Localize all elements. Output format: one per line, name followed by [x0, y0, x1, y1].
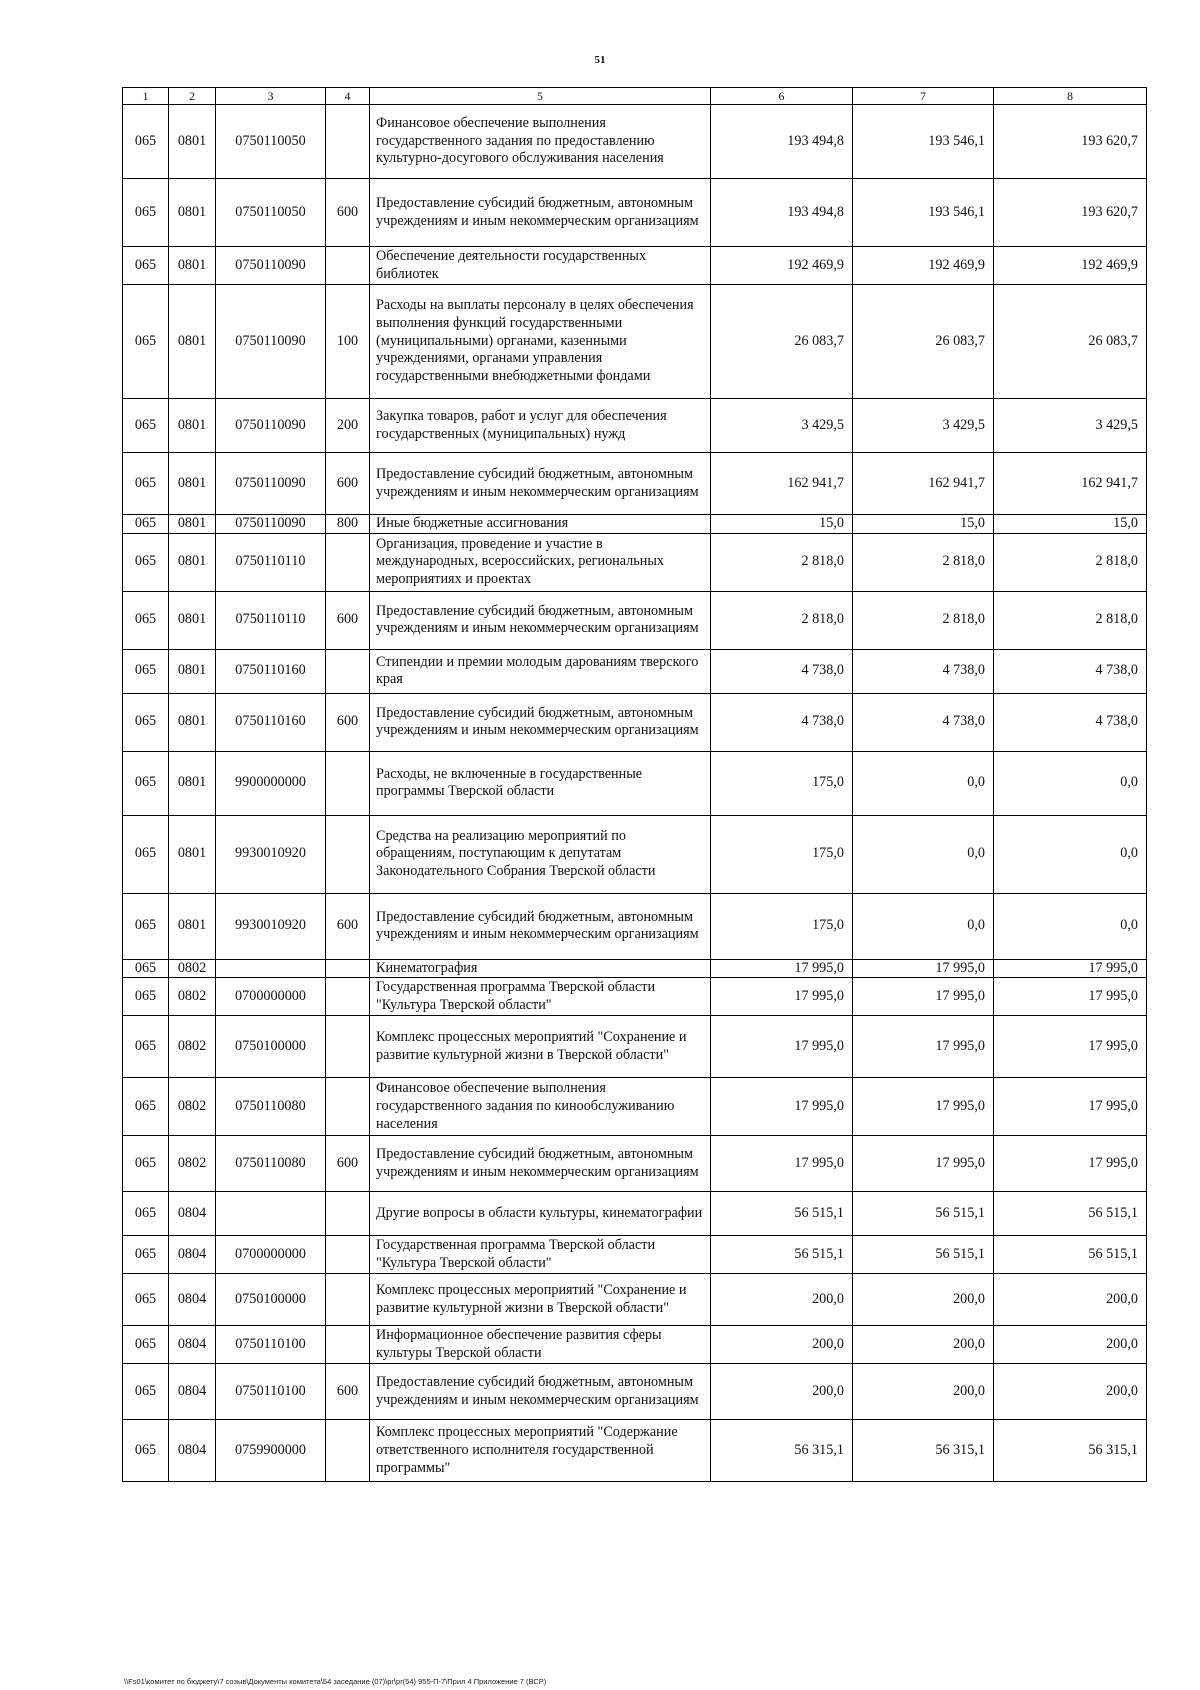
table-row — [123, 815, 1147, 893]
cell-description: Финансовое обеспечение выполнения государственного задания по кинообслуживанию населения — [370, 1078, 711, 1136]
table-row — [123, 978, 1147, 1016]
cell-section-code: 0801 — [169, 693, 216, 751]
cell-target-code: 9930010920 — [216, 815, 326, 893]
cell-chapter-code: 065 — [123, 285, 169, 399]
cell-value-year-1: 17 995,0 — [711, 978, 853, 1016]
cell-value-year-3: 17 995,0 — [994, 1078, 1147, 1136]
cell-section-code: 0802 — [169, 978, 216, 1016]
cell-section-code: 0804 — [169, 1236, 216, 1274]
cell-expense-type — [326, 959, 370, 978]
cell-target-code: 0750110090 — [216, 247, 326, 285]
cell-value-year-1: 15,0 — [711, 515, 853, 534]
cell-target-code: 0750110080 — [216, 1136, 326, 1192]
cell-value-year-2: 0,0 — [853, 815, 994, 893]
cell-section-code: 0801 — [169, 285, 216, 399]
cell-expense-type — [326, 649, 370, 693]
cell-target-code: 0700000000 — [216, 1236, 326, 1274]
cell-value-year-3: 200,0 — [994, 1364, 1147, 1420]
cell-target-code: 0750110090 — [216, 399, 326, 453]
table-row — [123, 1136, 1147, 1192]
cell-chapter-code: 065 — [123, 1364, 169, 1420]
cell-chapter-code: 065 — [123, 1078, 169, 1136]
cell-target-code — [216, 959, 326, 978]
table-row — [123, 591, 1147, 649]
header-col-4: 4 — [326, 88, 370, 105]
cell-section-code: 0802 — [169, 1078, 216, 1136]
cell-value-year-2: 200,0 — [853, 1326, 994, 1364]
cell-description: Расходы, не включенные в государственные программы Тверской области — [370, 751, 711, 815]
header-row — [123, 88, 1147, 105]
cell-target-code — [216, 1192, 326, 1236]
cell-expense-type — [326, 1420, 370, 1482]
cell-chapter-code: 065 — [123, 649, 169, 693]
cell-chapter-code: 065 — [123, 1016, 169, 1078]
cell-value-year-3: 162 941,7 — [994, 453, 1147, 515]
cell-value-year-2: 17 995,0 — [853, 1016, 994, 1078]
cell-expense-type — [326, 1078, 370, 1136]
cell-section-code: 0801 — [169, 515, 216, 534]
cell-description: Иные бюджетные ассигнования — [370, 515, 711, 534]
cell-value-year-2: 200,0 — [853, 1364, 994, 1420]
table-body — [123, 105, 1147, 1482]
table-row — [123, 533, 1147, 591]
cell-value-year-2: 162 941,7 — [853, 453, 994, 515]
table-row — [123, 1192, 1147, 1236]
cell-value-year-3: 0,0 — [994, 751, 1147, 815]
cell-value-year-1: 17 995,0 — [711, 959, 853, 978]
page-number: 51 — [594, 54, 606, 66]
cell-expense-type — [326, 1326, 370, 1364]
cell-value-year-3: 56 515,1 — [994, 1236, 1147, 1274]
table-row — [123, 693, 1147, 751]
cell-value-year-2: 2 818,0 — [853, 591, 994, 649]
cell-value-year-2: 0,0 — [853, 751, 994, 815]
cell-value-year-3: 17 995,0 — [994, 1136, 1147, 1192]
cell-expense-type — [326, 815, 370, 893]
cell-value-year-1: 56 515,1 — [711, 1236, 853, 1274]
table-row — [123, 285, 1147, 399]
cell-target-code: 0700000000 — [216, 978, 326, 1016]
cell-value-year-2: 4 738,0 — [853, 693, 994, 751]
cell-target-code: 0750110110 — [216, 591, 326, 649]
cell-expense-type: 600 — [326, 693, 370, 751]
budget-table — [122, 87, 1147, 1482]
cell-target-code: 0750110100 — [216, 1326, 326, 1364]
cell-expense-type — [326, 1274, 370, 1326]
table-header — [123, 88, 1147, 105]
cell-description: Кинематография — [370, 959, 711, 978]
cell-expense-type — [326, 533, 370, 591]
table-row — [123, 105, 1147, 179]
cell-description: Стипендии и премии молодым дарованиям тверского края — [370, 649, 711, 693]
cell-chapter-code: 065 — [123, 399, 169, 453]
cell-description: Предоставление субсидий бюджетным, автономным учреждениям и иным некоммерческим организациям — [370, 1364, 711, 1420]
cell-value-year-1: 200,0 — [711, 1326, 853, 1364]
cell-value-year-1: 4 738,0 — [711, 649, 853, 693]
cell-expense-type — [326, 751, 370, 815]
cell-target-code: 0759900000 — [216, 1420, 326, 1482]
cell-chapter-code: 065 — [123, 815, 169, 893]
footer-file-path: \\Fs01\комитет по бюджету\7 созыв\Документы комитета\54 заседание (07)\pr\pr(54) 955-П-7\Прил 4 Приложение 7 (ВСР) — [124, 1677, 547, 1686]
cell-description: Комплекс процессных мероприятий "Сохранение и развитие культурной жизни в Тверской области" — [370, 1016, 711, 1078]
cell-section-code: 0801 — [169, 399, 216, 453]
cell-value-year-1: 193 494,8 — [711, 105, 853, 179]
cell-value-year-1: 3 429,5 — [711, 399, 853, 453]
cell-description: Комплекс процессных мероприятий "Сохранение и развитие культурной жизни в Тверской области" — [370, 1274, 711, 1326]
cell-chapter-code: 065 — [123, 959, 169, 978]
cell-value-year-2: 192 469,9 — [853, 247, 994, 285]
cell-value-year-1: 175,0 — [711, 751, 853, 815]
cell-description: Комплекс процессных мероприятий "Содержание ответственного исполнителя государственной программы" — [370, 1420, 711, 1482]
cell-expense-type: 600 — [326, 591, 370, 649]
table-row — [123, 751, 1147, 815]
cell-value-year-2: 3 429,5 — [853, 399, 994, 453]
cell-description: Финансовое обеспечение выполнения государственного задания по предоставлению культурно-досугового обслуживания населения — [370, 105, 711, 179]
table-row — [123, 515, 1147, 534]
cell-value-year-1: 56 315,1 — [711, 1420, 853, 1482]
cell-chapter-code: 065 — [123, 1192, 169, 1236]
cell-target-code: 0750110080 — [216, 1078, 326, 1136]
cell-description: Предоставление субсидий бюджетным, автономным учреждениям и иным некоммерческим организациям — [370, 693, 711, 751]
cell-chapter-code: 065 — [123, 1420, 169, 1482]
cell-expense-type: 200 — [326, 399, 370, 453]
cell-value-year-2: 193 546,1 — [853, 105, 994, 179]
cell-expense-type — [326, 1236, 370, 1274]
cell-description: Другие вопросы в области культуры, кинематографии — [370, 1192, 711, 1236]
cell-description: Обеспечение деятельности государственных библиотек — [370, 247, 711, 285]
cell-target-code: 9930010920 — [216, 893, 326, 959]
cell-value-year-1: 17 995,0 — [711, 1078, 853, 1136]
cell-expense-type: 600 — [326, 893, 370, 959]
cell-section-code: 0801 — [169, 649, 216, 693]
cell-value-year-3: 192 469,9 — [994, 247, 1147, 285]
cell-expense-type — [326, 105, 370, 179]
cell-chapter-code: 065 — [123, 247, 169, 285]
cell-value-year-3: 200,0 — [994, 1274, 1147, 1326]
cell-target-code: 0750110110 — [216, 533, 326, 591]
cell-value-year-2: 4 738,0 — [853, 649, 994, 693]
cell-value-year-2: 200,0 — [853, 1274, 994, 1326]
cell-chapter-code: 065 — [123, 1326, 169, 1364]
cell-value-year-1: 26 083,7 — [711, 285, 853, 399]
table-row — [123, 893, 1147, 959]
cell-value-year-3: 56 315,1 — [994, 1420, 1147, 1482]
cell-expense-type: 600 — [326, 179, 370, 247]
cell-chapter-code: 065 — [123, 515, 169, 534]
cell-target-code: 0750100000 — [216, 1274, 326, 1326]
cell-description: Информационное обеспечение развития сферы культуры Тверской области — [370, 1326, 711, 1364]
cell-expense-type: 600 — [326, 1364, 370, 1420]
cell-section-code: 0801 — [169, 179, 216, 247]
cell-section-code: 0801 — [169, 591, 216, 649]
cell-section-code: 0804 — [169, 1326, 216, 1364]
cell-chapter-code: 065 — [123, 453, 169, 515]
cell-value-year-1: 56 515,1 — [711, 1192, 853, 1236]
table-row — [123, 1364, 1147, 1420]
table-row — [123, 179, 1147, 247]
cell-section-code: 0801 — [169, 893, 216, 959]
cell-chapter-code: 065 — [123, 179, 169, 247]
cell-value-year-1: 192 469,9 — [711, 247, 853, 285]
table-row — [123, 1420, 1147, 1482]
cell-section-code: 0801 — [169, 751, 216, 815]
cell-section-code: 0804 — [169, 1364, 216, 1420]
table-row — [123, 649, 1147, 693]
cell-value-year-2: 56 315,1 — [853, 1420, 994, 1482]
cell-expense-type: 100 — [326, 285, 370, 399]
table-row — [123, 1326, 1147, 1364]
cell-target-code: 0750110050 — [216, 179, 326, 247]
cell-value-year-2: 17 995,0 — [853, 978, 994, 1016]
cell-target-code: 0750110050 — [216, 105, 326, 179]
cell-target-code: 0750110100 — [216, 1364, 326, 1420]
table-row — [123, 959, 1147, 978]
cell-value-year-3: 4 738,0 — [994, 693, 1147, 751]
cell-section-code: 0801 — [169, 105, 216, 179]
cell-description: Предоставление субсидий бюджетным, автономным учреждениям и иным некоммерческим организациям — [370, 453, 711, 515]
cell-value-year-3: 4 738,0 — [994, 649, 1147, 693]
cell-chapter-code: 065 — [123, 1274, 169, 1326]
table-row — [123, 399, 1147, 453]
cell-value-year-2: 15,0 — [853, 515, 994, 534]
header-col-1: 1 — [123, 88, 169, 105]
cell-target-code: 0750110090 — [216, 515, 326, 534]
cell-target-code: 0750110090 — [216, 285, 326, 399]
cell-description: Закупка товаров, работ и услуг для обеспечения государственных (муниципальных) нужд — [370, 399, 711, 453]
cell-value-year-3: 3 429,5 — [994, 399, 1147, 453]
table-row — [123, 247, 1147, 285]
cell-value-year-1: 17 995,0 — [711, 1016, 853, 1078]
cell-target-code: 0750110160 — [216, 649, 326, 693]
cell-expense-type — [326, 1192, 370, 1236]
cell-description: Государственная программа Тверской области "Культура Тверской области" — [370, 978, 711, 1016]
cell-value-year-2: 17 995,0 — [853, 1136, 994, 1192]
cell-expense-type — [326, 978, 370, 1016]
cell-value-year-3: 0,0 — [994, 893, 1147, 959]
cell-description: Расходы на выплаты персоналу в целях обеспечения выполнения функций государственными (муниципальными) органами, казенными учреждениями, органами управления государственными внебюджетными фондами — [370, 285, 711, 399]
cell-section-code: 0801 — [169, 815, 216, 893]
header-col-8: 8 — [994, 88, 1147, 105]
cell-section-code: 0801 — [169, 533, 216, 591]
cell-section-code: 0802 — [169, 1016, 216, 1078]
cell-section-code: 0801 — [169, 247, 216, 285]
table-row — [123, 1236, 1147, 1274]
cell-chapter-code: 065 — [123, 105, 169, 179]
cell-value-year-1: 162 941,7 — [711, 453, 853, 515]
cell-value-year-3: 17 995,0 — [994, 1016, 1147, 1078]
cell-expense-type: 600 — [326, 453, 370, 515]
cell-target-code: 0750110160 — [216, 693, 326, 751]
header-col-3: 3 — [216, 88, 326, 105]
cell-value-year-2: 56 515,1 — [853, 1192, 994, 1236]
cell-value-year-2: 17 995,0 — [853, 1078, 994, 1136]
cell-chapter-code: 065 — [123, 893, 169, 959]
cell-value-year-1: 200,0 — [711, 1364, 853, 1420]
cell-value-year-3: 0,0 — [994, 815, 1147, 893]
cell-value-year-3: 200,0 — [994, 1326, 1147, 1364]
cell-value-year-1: 4 738,0 — [711, 693, 853, 751]
cell-value-year-1: 2 818,0 — [711, 533, 853, 591]
cell-section-code: 0802 — [169, 959, 216, 978]
cell-value-year-3: 2 818,0 — [994, 591, 1147, 649]
cell-value-year-2: 0,0 — [853, 893, 994, 959]
cell-description: Предоставление субсидий бюджетным, автономным учреждениям и иным некоммерческим организациям — [370, 893, 711, 959]
cell-description: Предоставление субсидий бюджетным, автономным учреждениям и иным некоммерческим организациям — [370, 591, 711, 649]
cell-value-year-2: 2 818,0 — [853, 533, 994, 591]
cell-value-year-3: 193 620,7 — [994, 105, 1147, 179]
cell-section-code: 0804 — [169, 1192, 216, 1236]
cell-value-year-1: 175,0 — [711, 815, 853, 893]
cell-section-code: 0804 — [169, 1420, 216, 1482]
cell-description: Организация, проведение и участие в международных, всероссийских, региональных мероприятиях и проектах — [370, 533, 711, 591]
table-row — [123, 1016, 1147, 1078]
cell-value-year-3: 2 818,0 — [994, 533, 1147, 591]
cell-description: Средства на реализацию мероприятий по обращениям, поступающим к депутатам Законодательного Собрания Тверской области — [370, 815, 711, 893]
header-col-5: 5 — [370, 88, 711, 105]
cell-value-year-2: 17 995,0 — [853, 959, 994, 978]
cell-value-year-2: 193 546,1 — [853, 179, 994, 247]
cell-description: Государственная программа Тверской области "Культура Тверской области" — [370, 1236, 711, 1274]
cell-value-year-1: 193 494,8 — [711, 179, 853, 247]
header-col-6: 6 — [711, 88, 853, 105]
cell-target-code: 0750110090 — [216, 453, 326, 515]
cell-target-code: 0750100000 — [216, 1016, 326, 1078]
cell-description: Предоставление субсидий бюджетным, автономным учреждениям и иным некоммерческим организациям — [370, 1136, 711, 1192]
cell-value-year-1: 175,0 — [711, 893, 853, 959]
cell-value-year-1: 17 995,0 — [711, 1136, 853, 1192]
header-col-2: 2 — [169, 88, 216, 105]
cell-value-year-3: 56 515,1 — [994, 1192, 1147, 1236]
cell-chapter-code: 065 — [123, 693, 169, 751]
cell-value-year-1: 200,0 — [711, 1274, 853, 1326]
cell-value-year-1: 2 818,0 — [711, 591, 853, 649]
cell-chapter-code: 065 — [123, 1136, 169, 1192]
cell-value-year-2: 26 083,7 — [853, 285, 994, 399]
cell-value-year-3: 17 995,0 — [994, 978, 1147, 1016]
cell-chapter-code: 065 — [123, 751, 169, 815]
cell-expense-type: 600 — [326, 1136, 370, 1192]
cell-section-code: 0804 — [169, 1274, 216, 1326]
cell-value-year-3: 17 995,0 — [994, 959, 1147, 978]
cell-expense-type: 800 — [326, 515, 370, 534]
cell-chapter-code: 065 — [123, 591, 169, 649]
cell-chapter-code: 065 — [123, 1236, 169, 1274]
cell-description: Предоставление субсидий бюджетным, автономным учреждениям и иным некоммерческим организациям — [370, 179, 711, 247]
cell-value-year-3: 26 083,7 — [994, 285, 1147, 399]
table-row — [123, 453, 1147, 515]
cell-target-code: 9900000000 — [216, 751, 326, 815]
cell-expense-type — [326, 247, 370, 285]
cell-value-year-2: 56 515,1 — [853, 1236, 994, 1274]
cell-section-code: 0801 — [169, 453, 216, 515]
header-col-7: 7 — [853, 88, 994, 105]
cell-section-code: 0802 — [169, 1136, 216, 1192]
cell-chapter-code: 065 — [123, 533, 169, 591]
cell-chapter-code: 065 — [123, 978, 169, 1016]
table-row — [123, 1078, 1147, 1136]
cell-value-year-3: 15,0 — [994, 515, 1147, 534]
cell-expense-type — [326, 1016, 370, 1078]
table-row — [123, 1274, 1147, 1326]
cell-value-year-3: 193 620,7 — [994, 179, 1147, 247]
